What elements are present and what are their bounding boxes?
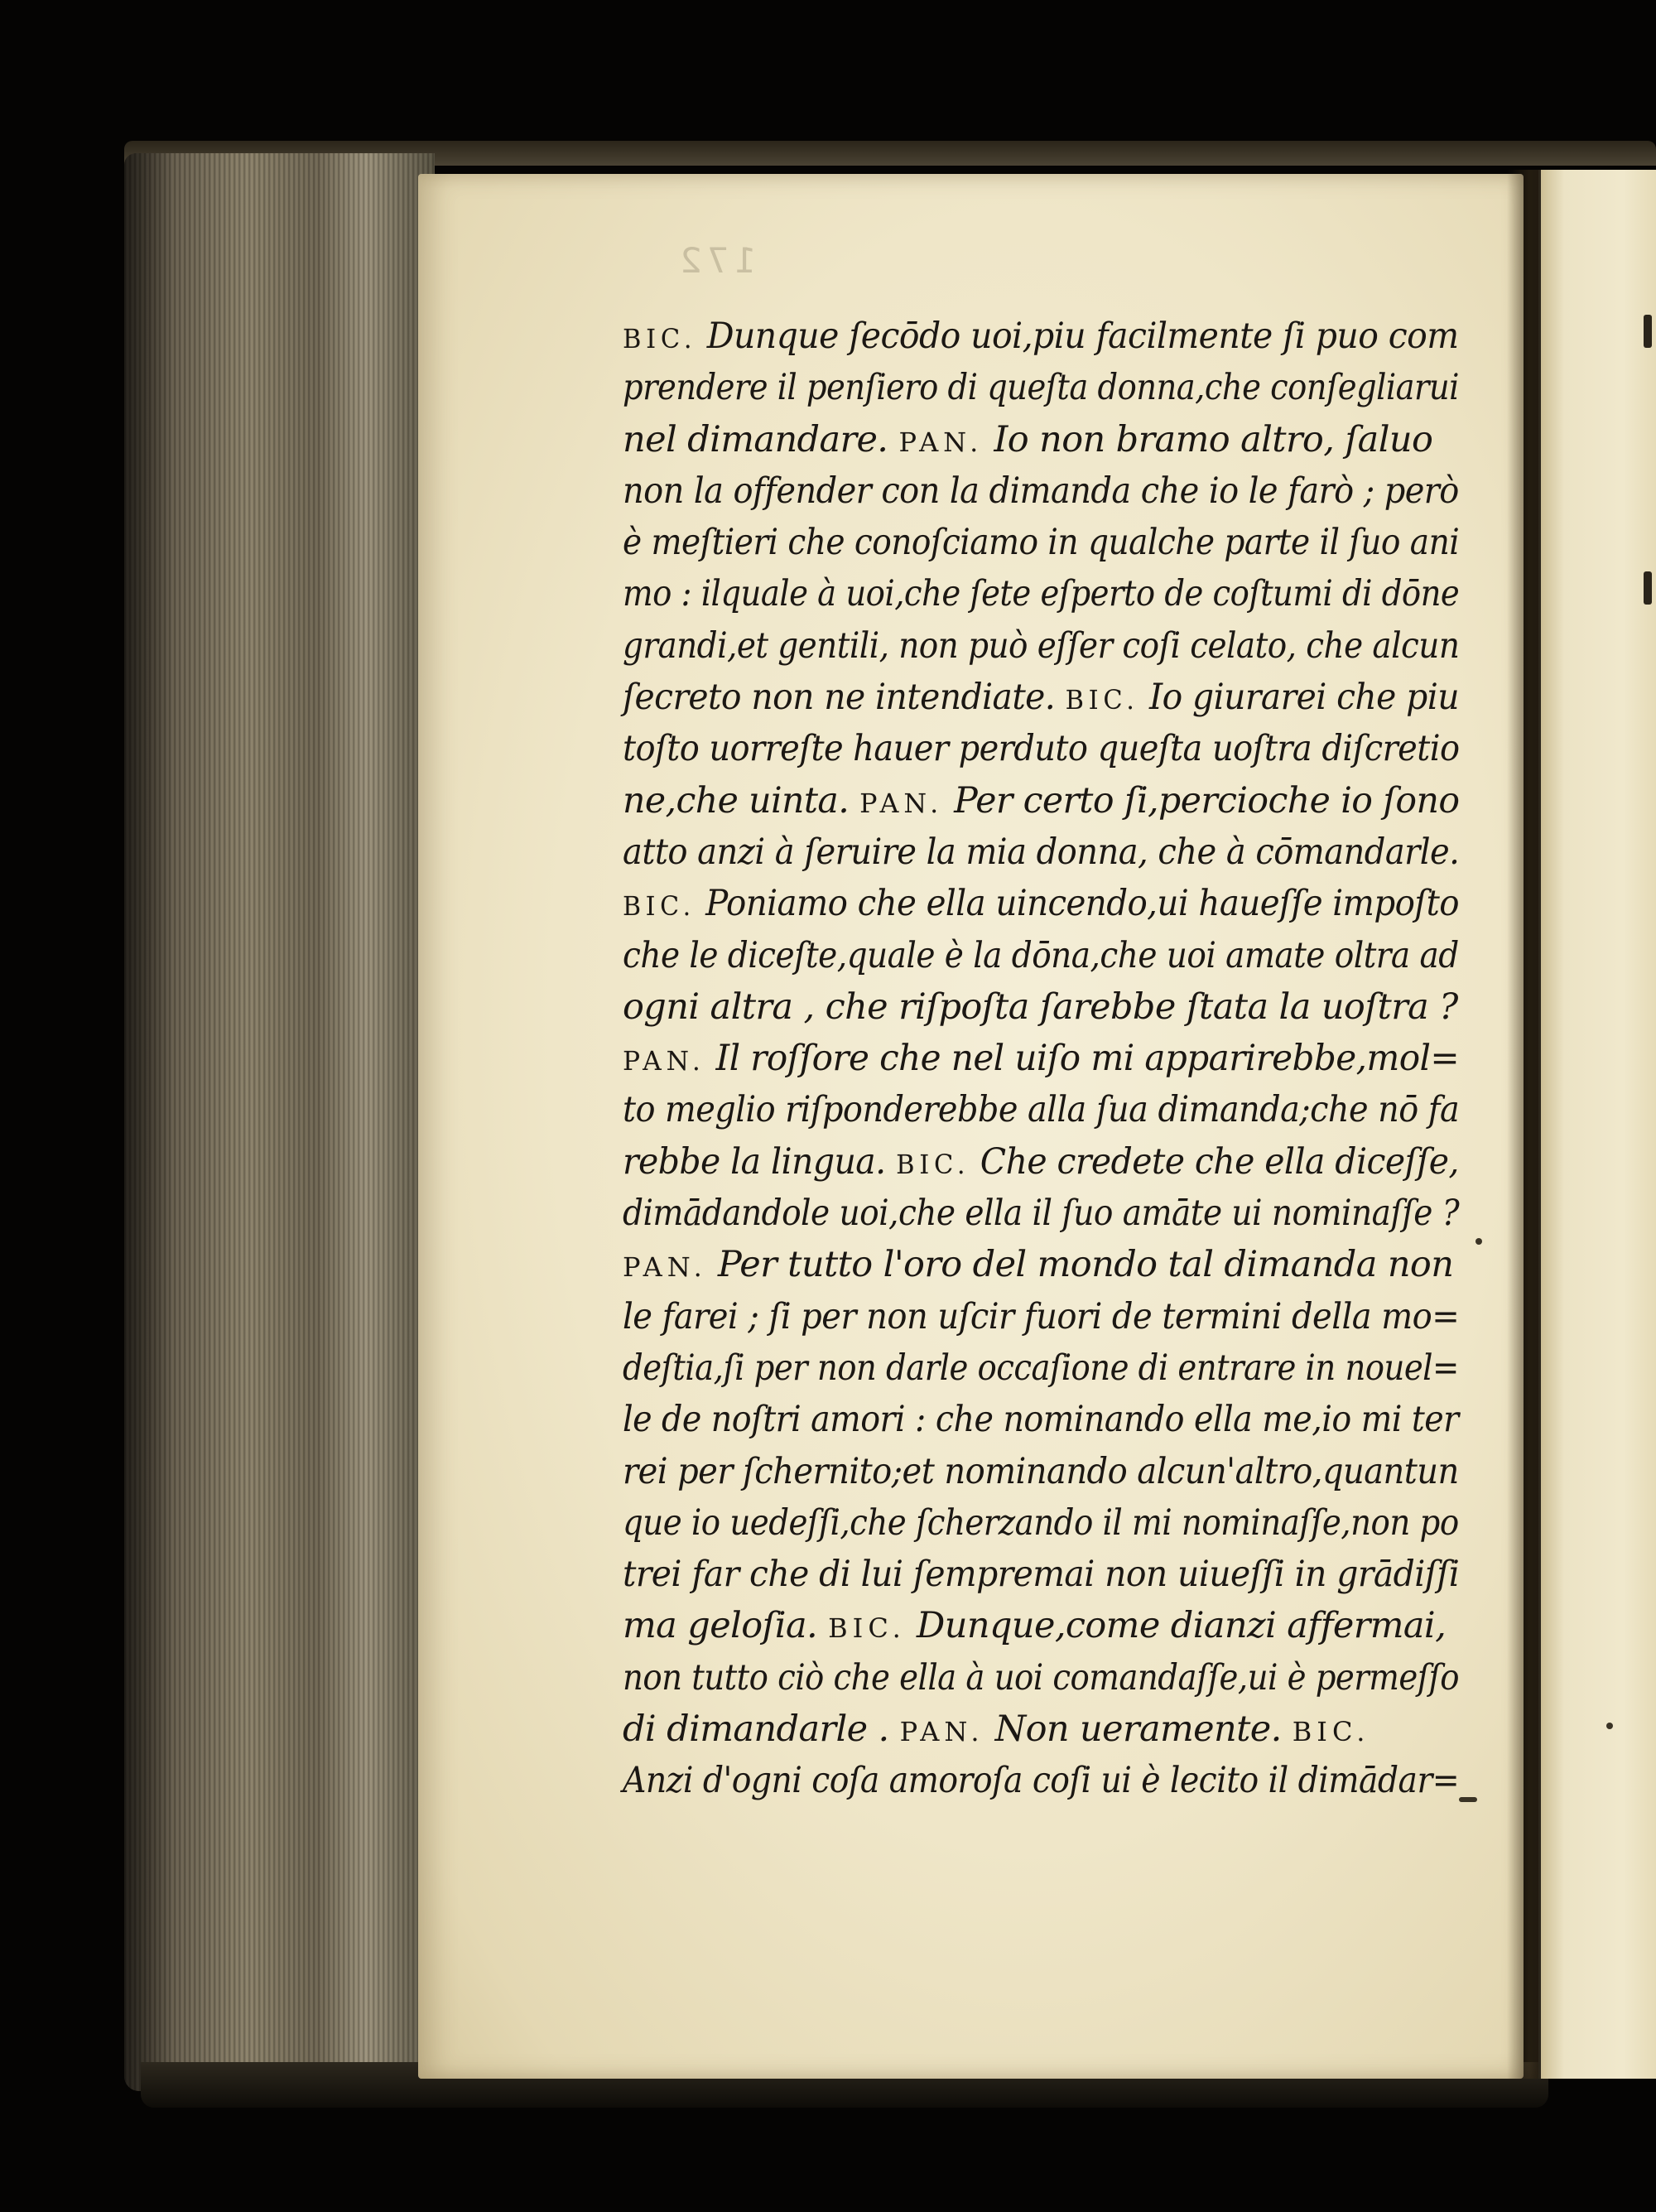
line-text: ſecreto non ne intendiate. xyxy=(623,677,1056,719)
text-line xyxy=(623,1291,1460,1342)
line-text: Io non bramo altro, ſaluo xyxy=(994,418,1433,460)
text-line xyxy=(623,775,1460,826)
text-line xyxy=(623,620,1460,672)
line-text: ogni altra , che riſpoſta ſarebbe ſtata la uoſtra ? xyxy=(623,986,1458,1028)
spine-shadow xyxy=(124,153,174,2091)
line-text: grandi,et gentili, non può eſſer coſi celato, che alcun xyxy=(623,624,1460,667)
text-line xyxy=(623,1239,1459,1290)
line-text: ne,che uinta. xyxy=(623,779,850,822)
line-text: Che credete che ella diceſſe, xyxy=(980,1140,1459,1183)
line-text: trei far che di lui ſempremai non uiueſſi in grādiſſi xyxy=(623,1554,1460,1596)
line-text: Anzi d'ogni coſa amoroſa coſi ui è lecito il dimādar= xyxy=(623,1760,1460,1802)
line-text: rebbe la lingua. xyxy=(623,1140,886,1183)
line-text: Per certo ſi,percioche io ſono xyxy=(954,779,1460,822)
line-text: toſto uorreſte hauer perduto queſta uoſtra diſcretio xyxy=(623,728,1460,770)
text-line xyxy=(623,723,1460,774)
speaker-label: PAN. xyxy=(898,426,984,458)
speaker-label: PAN. xyxy=(899,1716,984,1748)
line-text: le de noſtri amori : che nominando ella me,io mi ter xyxy=(623,1399,1459,1441)
printed-text-block xyxy=(623,311,1459,1807)
line-text: atto anzi à ſeruire la mia donna, che à cōmandarle. xyxy=(623,831,1460,873)
line-text: Poniamo che ella uincendo,ui haueſſe impoſto xyxy=(705,883,1460,925)
line-text: Per tutto l'oro del mondo tal dimanda non xyxy=(717,1244,1454,1286)
text-line xyxy=(623,1704,1459,1755)
speaker-label: PAN. xyxy=(859,787,944,819)
page-right-ink-mark xyxy=(1644,571,1652,605)
line-text: mo : ilquale à uoi,che ſete eſperto de coſtumi di dōne xyxy=(623,573,1460,615)
line-text: ma geloſia. xyxy=(623,1605,818,1647)
speaker-label: PAN. xyxy=(623,1045,705,1077)
text-line xyxy=(623,414,1459,465)
text-line xyxy=(623,1446,1459,1497)
text-line xyxy=(623,1084,1460,1135)
text-line xyxy=(623,1755,1460,1806)
bleed-through-page-number: 172 xyxy=(675,240,757,281)
line-text: Il roſſore che nel uiſo mi apparirebbe,mol= xyxy=(715,1038,1460,1080)
margin-speck xyxy=(1606,1723,1613,1729)
speaker-label: BIC. xyxy=(828,1612,906,1645)
text-line xyxy=(623,672,1460,723)
text-line xyxy=(623,878,1460,929)
margin-speck xyxy=(1475,1238,1482,1245)
margin-mark xyxy=(1459,1797,1477,1802)
line-text: che le diceſte,quale è la dōna,che uoi amate oltra ad xyxy=(623,934,1459,976)
speaker-label: BIC. xyxy=(623,890,696,923)
line-text: le farei ; ſi per non uſcir fuori de termini della mo= xyxy=(623,1295,1460,1337)
text-line xyxy=(623,930,1459,981)
line-text: di dimandarle . xyxy=(623,1708,889,1751)
line-text: non la offender con la dimanda che io le farò ; però xyxy=(623,470,1459,512)
text-line xyxy=(623,826,1460,878)
text-line xyxy=(623,1342,1459,1394)
speaker-label: BIC. xyxy=(1065,684,1139,716)
line-text: Dunque,come dianzi affermai, xyxy=(916,1605,1447,1647)
text-line xyxy=(623,311,1459,362)
line-text: to meglio riſponderebbe alla ſua dimanda;che nō fa xyxy=(623,1089,1460,1131)
line-text: dimādandole uoi,che ella il ſuo amāte ui nominaſſe ? xyxy=(623,1193,1460,1235)
text-line xyxy=(623,1600,1459,1651)
text-line xyxy=(623,1652,1459,1704)
text-line xyxy=(623,1136,1459,1188)
text-line xyxy=(623,1188,1460,1239)
text-line xyxy=(623,465,1459,517)
speaker-label: BIC. xyxy=(1292,1716,1370,1748)
text-line xyxy=(623,1033,1460,1084)
text-line xyxy=(623,1497,1459,1549)
line-text: Io giurarei che piu xyxy=(1149,677,1460,719)
line-text: nel dimandare. xyxy=(623,418,888,460)
book-page-right xyxy=(1538,170,1656,2079)
text-line xyxy=(623,1549,1460,1600)
line-text: Dunque ſecōdo uoi,piu facilmente ſi puo com xyxy=(706,316,1459,357)
line-text: prendere il penſiero di queſta donna,che conſegliarui xyxy=(623,367,1459,409)
speaker-label: BIC. xyxy=(623,323,697,354)
line-text: è meſtieri che conoſciamo in qualche parte il ſuo ani xyxy=(623,522,1460,564)
text-line xyxy=(623,362,1459,413)
text-line xyxy=(623,981,1459,1033)
text-line xyxy=(623,568,1460,619)
page-right-ink-mark xyxy=(1644,315,1652,348)
line-text: Non ueramente. xyxy=(994,1708,1282,1751)
speaker-label: PAN. xyxy=(623,1251,707,1284)
text-line xyxy=(623,1394,1459,1445)
line-text: rei per ſchernito;et nominando alcun'altro,quantun xyxy=(623,1450,1459,1492)
line-text: que io uedeſſi,che ſcherzando il mi nominaſſe,non po xyxy=(623,1501,1459,1544)
text-line xyxy=(623,517,1460,568)
line-text: non tutto ciò che ella à uoi comandaſſe,ui è permeſſo xyxy=(623,1656,1459,1699)
line-text: deſtia,ſi per non darle occaſione di entrare in nouel= xyxy=(623,1347,1459,1389)
speaker-label: BIC. xyxy=(896,1148,970,1180)
